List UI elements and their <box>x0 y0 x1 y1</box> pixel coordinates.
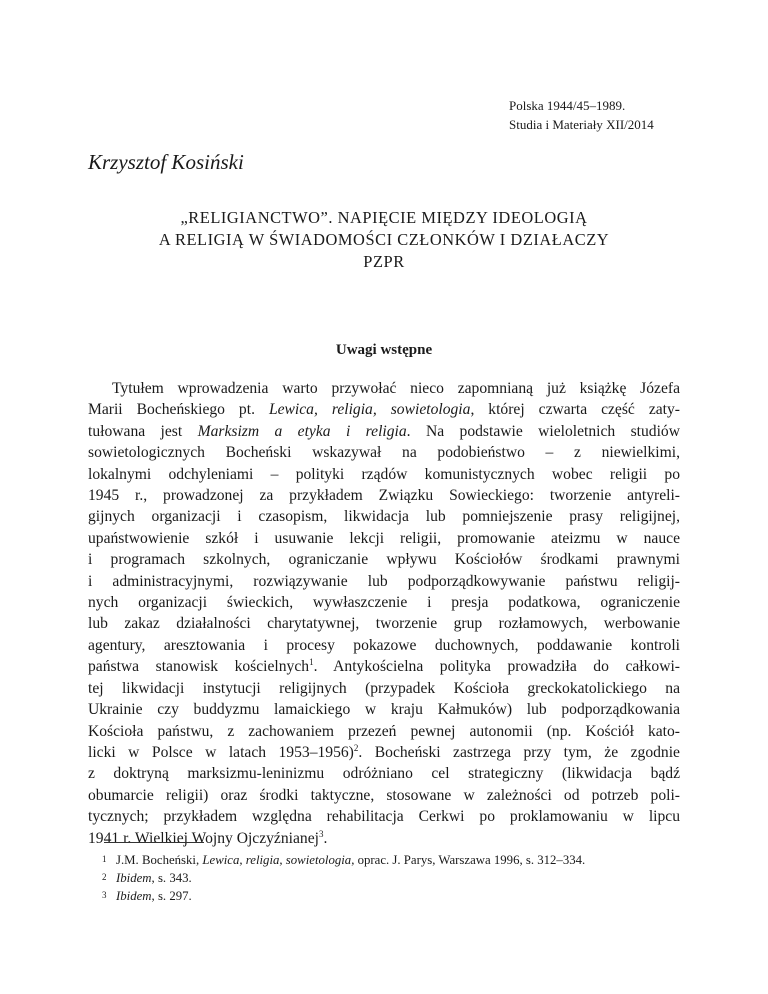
footnote-1: 1 J.M. Bocheński, Lewica, religia, sowietologia, oprac. J. Parys, Warszawa 1996, s. 312–334. <box>88 851 680 869</box>
paragraph-line: nych organizacji świeckich, wywłaszczenie i presja podatkowa, ograniczenie <box>88 594 680 612</box>
title-line-3: PZPR <box>363 252 405 271</box>
footnotes <box>88 851 680 905</box>
paragraph-line: Marii Bocheńskiego pt. Lewica, religia, sowietologia, której czwarta część zaty- <box>88 401 680 419</box>
section-heading: Uwagi wstępne <box>335 342 433 358</box>
paragraph-line: licki w Polsce w latach 1953–1956)$^2$. Bocheński zastrzega przy tym, że zgodnie <box>88 742 680 761</box>
footnote-2: 2 Ibidem, s. 343. <box>88 869 680 887</box>
footnote-book-title: Lewica, religia, sowietologia <box>202 853 352 867</box>
paragraph-line: tej likwidacji instytucji religijnych (przypadek Kościoła greckokatolickiego na <box>88 679 680 697</box>
paragraph-line: lub zakaz działalności charytatywnej, tworzenie grup rozłamowych, werbowanie <box>88 615 680 633</box>
title-line-1: „RELIGIANCTWO”. NAPIĘCIE MIĘDZY IDEOLOGIĄ <box>180 208 588 227</box>
footnote-number: 2 <box>102 872 107 882</box>
article-title <box>88 207 680 273</box>
footnote-ref-3: 3 <box>318 828 324 839</box>
footnote-ref-2: 2 <box>353 742 359 753</box>
paragraph-line: Kościoła państwu, z zachowaniem przezeń pewnej autonomii (np. Kościół kato- <box>88 722 680 740</box>
running-head-volume: Studia i Materiały XII/2014 <box>509 117 654 132</box>
paragraph-line: z doktryną marksizmu-leninizmu odróżniano cel strategiczny (likwidacja bądź <box>88 765 680 783</box>
paragraph-line: i programach szkolnych, ograniczanie wpływu Kościołów środkami prawnymi <box>88 551 680 569</box>
footnote-separator <box>104 842 204 843</box>
body-paragraph <box>88 378 680 849</box>
paragraph-line: Ukrainie czy buddyzmu lamaickiego w kraju Kałmuków) lub podporządkowania <box>88 701 680 719</box>
paragraph-line: sowietologicznych Bocheński wskazywał na podobieństwo – z niewielkimi, <box>88 444 680 462</box>
paragraph-line: tycznych; przykładem względna rehabilitacja Cerkwi po proklamowaniu w lipcu <box>88 808 680 826</box>
footnote-ref-1: 1 <box>309 657 314 668</box>
title-line-2: A RELIGIĄ W ŚWIADOMOŚCI CZŁONKÓW I DZIAŁACZY <box>158 230 610 249</box>
paragraph-line: 1941 r. Wielkiej Wojny Ojczyźnianej$^3$. <box>88 828 328 847</box>
footnote-ibidem: Ibidem <box>116 889 152 903</box>
footnote-3: 3 Ibidem, s. 297. <box>88 887 680 905</box>
part-title: Marksizm a etyka i religia <box>197 422 407 440</box>
paragraph-line: agentury, aresztowania i procesy pokazowe duchownych, poddawanie kontroli <box>88 636 680 654</box>
running-head-series: Polska 1944/45–1989. <box>509 98 626 113</box>
paragraph-line: państwa stanowisk kościelnych$^1$. Antykościelna polityka prowadziła do całkowi- <box>88 657 680 676</box>
footnote-number: 3 <box>102 890 107 900</box>
paragraph-line: i administracyjnymi, rozwiązywanie lub podporządkowywanie państwu religij- <box>88 572 680 590</box>
paragraph-line: Tytułem wprowadzenia warto przywołać nieco zapomnianą już książkę Józefa <box>112 380 680 397</box>
paragraph-line: tułowana jest Marksizm a etyka i religia. Na podstawie wieloletnich studiów <box>88 422 680 440</box>
paragraph-line: upaństwowienie szkół i usuwanie lekcji religii, promowanie ateizmu w nauce <box>88 529 680 547</box>
running-head <box>509 96 654 134</box>
paragraph-line: gijnych organizacji i czasopism, likwidacja lub pomniejszenie prasy religijnej, <box>88 508 680 526</box>
paragraph-line: obumarcie religii) oraz środki taktyczne, stosowane w zależności od potrzeb poli- <box>88 786 680 804</box>
footnote-ibidem: Ibidem <box>116 871 152 885</box>
book-title: Lewica, religia, sowietologia <box>268 401 471 419</box>
footnote-number: 1 <box>102 854 107 864</box>
paragraph-line: lokalnymi odchyleniami – polityki rządów komunistycznych wobec religii po <box>88 465 680 483</box>
author-name: Krzysztof Kosiński <box>88 150 244 174</box>
paragraph-line: 1945 r., prowadzonej za przykładem Związku Sowieckiego: tworzenie antyreli- <box>88 487 680 505</box>
